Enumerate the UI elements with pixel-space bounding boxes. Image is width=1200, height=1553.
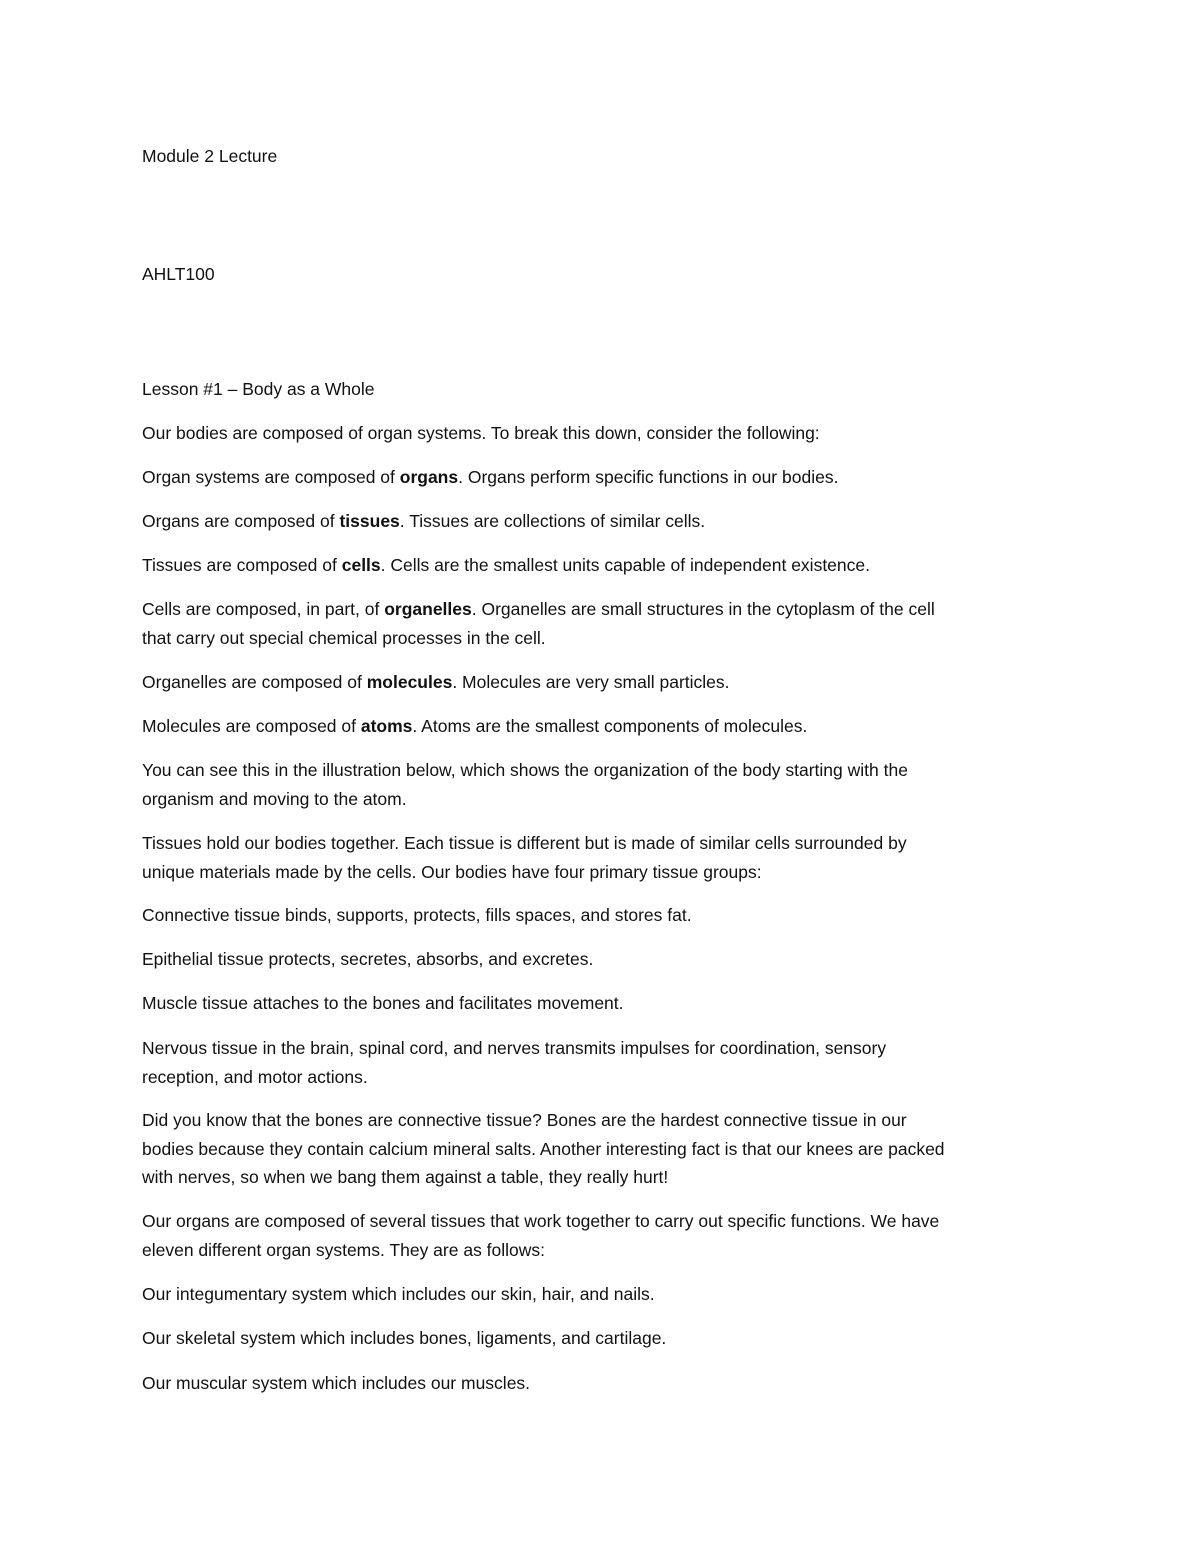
paragraph-epithelial-tissue: Epithelial tissue protects, secretes, absorbs, and excretes. <box>142 949 594 969</box>
paragraph-muscular-system: Our muscular system which includes our muscles. <box>142 1373 531 1393</box>
paragraph-organs: Organ systems are composed of organs. Organs perform specific functions in our bodies. <box>142 467 839 487</box>
paragraph-intro: Our bodies are composed of organ systems. To break this down, consider the following: <box>142 423 820 443</box>
paragraph-tissue-groups: Tissues hold our bodies together. Each tissue is different but is made of similar cells surrounded by unique materials made by the cells. Our bodies have four primary tissue groups: <box>142 833 907 882</box>
paragraph-molecules: Organelles are composed of molecules. Molecules are very small particles. <box>142 672 730 692</box>
paragraph-cells: Tissues are composed of cells. Cells are the smallest units capable of independent existence. <box>142 555 870 575</box>
term-organelles: organelles <box>384 599 472 619</box>
lesson-heading: Lesson #1 – Body as a Whole <box>142 379 375 399</box>
paragraph-connective-tissue: Connective tissue binds, supports, protects, fills spaces, and stores fat. <box>142 905 692 925</box>
paragraph-skeletal-system: Our skeletal system which includes bones, ligaments, and cartilage. <box>142 1328 667 1348</box>
term-atoms: atoms <box>360 716 413 736</box>
paragraph-atoms: Molecules are composed of atoms. Atoms are the smallest components of molecules. <box>142 716 808 736</box>
paragraph-tissues: Organs are composed of tissues. Tissues are collections of similar cells. <box>142 511 706 531</box>
paragraph-organ-systems: Our organs are composed of several tissues that work together to carry out specific functions. We have eleven different organ systems. They are as follows: <box>142 1211 940 1260</box>
paragraph-illustration: You can see this in the illustration below, which shows the organization of the body starting with the organism and moving to the atom. <box>142 760 908 809</box>
term-cells: cells <box>341 555 381 575</box>
paragraph-did-you-know: Did you know that the bones are connective tissue? Bones are the hardest connective tissue in our bodies because they contain calcium mineral salts. Another interesting fact is that our knees are packed with nerves, so when we bang them against a table, they really hurt! <box>142 1110 945 1187</box>
term-tissues: tissues <box>339 511 400 531</box>
term-molecules: molecules <box>366 672 453 692</box>
course-code: AHLT100 <box>142 264 215 284</box>
paragraph-integumentary-system: Our integumentary system which includes our skin, hair, and nails. <box>142 1284 655 1304</box>
paragraph-nervous-tissue: Nervous tissue in the brain, spinal cord, and nerves transmits impulses for coordination, sensory reception, and motor actions. <box>142 1038 887 1087</box>
document-title: Module 2 Lecture <box>142 146 278 166</box>
paragraph-muscle-tissue: Muscle tissue attaches to the bones and facilitates movement. <box>142 993 624 1013</box>
paragraph-organelles: Cells are composed, in part, of organelles. Organelles are small structures in the cytoplasm of the cell that carry out special chemical processes in the cell. <box>142 599 935 648</box>
term-organs: organs <box>399 467 459 487</box>
